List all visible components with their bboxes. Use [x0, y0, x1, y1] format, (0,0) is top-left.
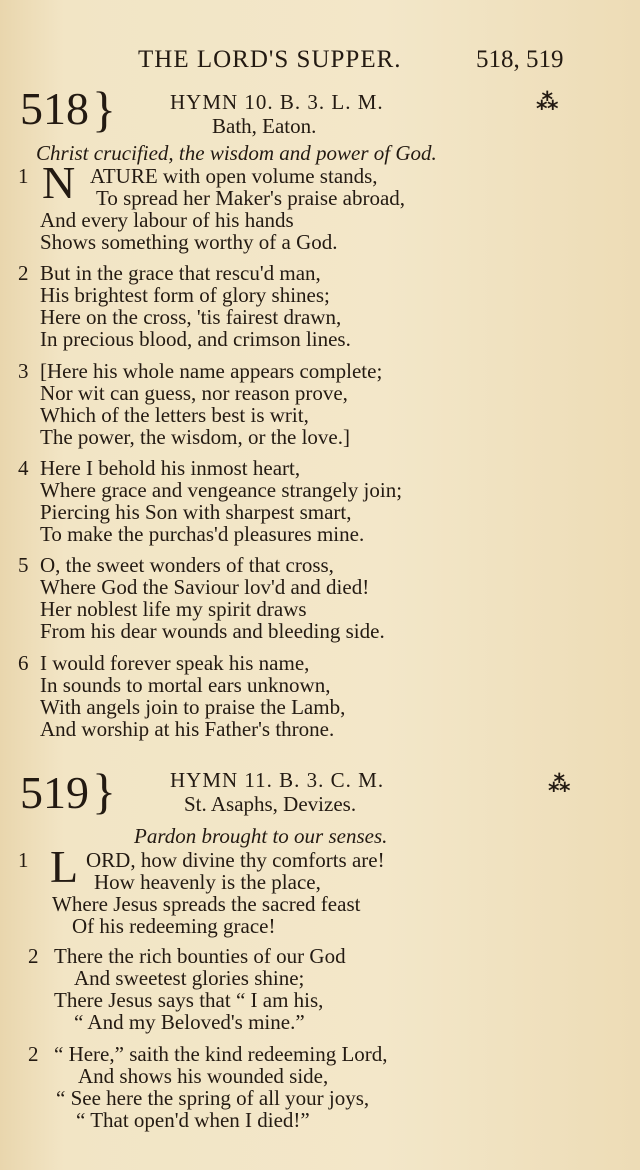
running-title: THE LORD'S SUPPER.: [138, 46, 402, 73]
verse-number: 1: [18, 848, 29, 872]
asterism-mark: ⁂: [536, 90, 559, 115]
verse-number: 6: [18, 651, 29, 675]
verse-line: From his dear wounds and bleeding side.: [40, 619, 385, 643]
verse-line: “ That open'd when I died!”: [76, 1108, 310, 1132]
running-head: [0, 46, 640, 76]
hymn-subject: Christ crucified, the wisdom and power of God.: [36, 141, 437, 165]
verse-line: [Here his whole name appears complete;: [40, 359, 383, 383]
hymn-tunes: Bath, Eaton.: [212, 114, 317, 138]
verse-number: 4: [18, 456, 29, 480]
verse-number: 3: [18, 359, 29, 383]
verse-line: Which of the letters best is writ,: [40, 403, 309, 427]
verse-line: To make the purchas'd pleasures mine.: [40, 522, 365, 546]
hymn-heading: HYMN 11. B. 3. C. M.: [170, 768, 385, 792]
hymn-number: 518: [20, 83, 89, 134]
verse-line: Where grace and vengeance strangely join;: [40, 478, 403, 502]
verse-line: How heavenly is the place,: [94, 870, 321, 894]
verse-line: I would forever speak his name,: [40, 651, 310, 675]
verse-line: Nor wit can guess, nor reason prove,: [40, 381, 348, 405]
verse-line: Here on the cross, 'tis fairest drawn,: [40, 305, 342, 329]
verse-number: 2: [18, 261, 29, 285]
verse-line: Here I behold his inmost heart,: [40, 456, 301, 480]
verse-line: Piercing his Son with sharpest smart,: [40, 500, 352, 524]
verse-line: In precious blood, and crimson lines.: [40, 327, 351, 351]
verse-line: The power, the wisdom, or the love.]: [40, 425, 350, 449]
verse-number: 1: [18, 164, 29, 188]
verse-line: His brightest form of glory shines;: [40, 283, 330, 307]
verse-number: 2: [28, 944, 39, 968]
verse-line: ORD, how divine thy comforts are!: [86, 848, 385, 872]
verse-line: Where Jesus spreads the sacred feast: [52, 892, 361, 916]
verse-line: In sounds to mortal ears unknown,: [40, 673, 331, 697]
hymn-subject: Pardon brought to our senses.: [134, 824, 388, 848]
verse-line: Shows something worthy of a God.: [40, 230, 338, 254]
verse-line: But in the grace that rescu'd man,: [40, 261, 321, 285]
verse-line: And shows his wounded side,: [78, 1064, 329, 1088]
verse-line: ATURE with open volume stands,: [90, 164, 378, 188]
verse-line: And sweetest glories shine;: [74, 966, 305, 990]
hymn-tunes: St. Asaphs, Devizes.: [184, 792, 357, 816]
drop-cap: N: [42, 157, 76, 208]
running-page-numbers: 518, 519: [476, 46, 564, 73]
verse-line: O, the sweet wonders of that cross,: [40, 553, 334, 577]
hymn-brace: }: [92, 763, 116, 819]
verse-line: Her noblest life my spirit draws: [40, 597, 307, 621]
hymn-number: 519: [20, 767, 89, 818]
verse-line: With angels join to praise the Lamb,: [40, 695, 346, 719]
hymn-heading: HYMN 10. B. 3. L. M.: [170, 90, 384, 114]
hymn-brace: }: [92, 81, 116, 137]
verse-line: “ See here the spring of all your joys,: [56, 1086, 370, 1110]
verse-line: Where God the Saviour lov'd and died!: [40, 575, 370, 599]
verse-line: To spread her Maker's praise abroad,: [96, 186, 406, 210]
verse-line: Of his redeeming grace!: [72, 914, 276, 938]
verse-number: 2: [28, 1042, 39, 1066]
verse-line: There Jesus says that “ I am his,: [54, 988, 324, 1012]
verse-line: “ And my Beloved's mine.”: [74, 1010, 305, 1034]
drop-cap: L: [50, 841, 79, 892]
verse-line: “ Here,” saith the kind redeeming Lord,: [54, 1042, 388, 1066]
verse-number: 5: [18, 553, 29, 577]
asterism-mark: ⁂: [548, 772, 571, 797]
verse-line: There the rich bounties of our God: [54, 944, 346, 968]
verse-line: And worship at his Father's throne.: [40, 717, 335, 741]
verse-line: And every labour of his hands: [40, 208, 294, 232]
